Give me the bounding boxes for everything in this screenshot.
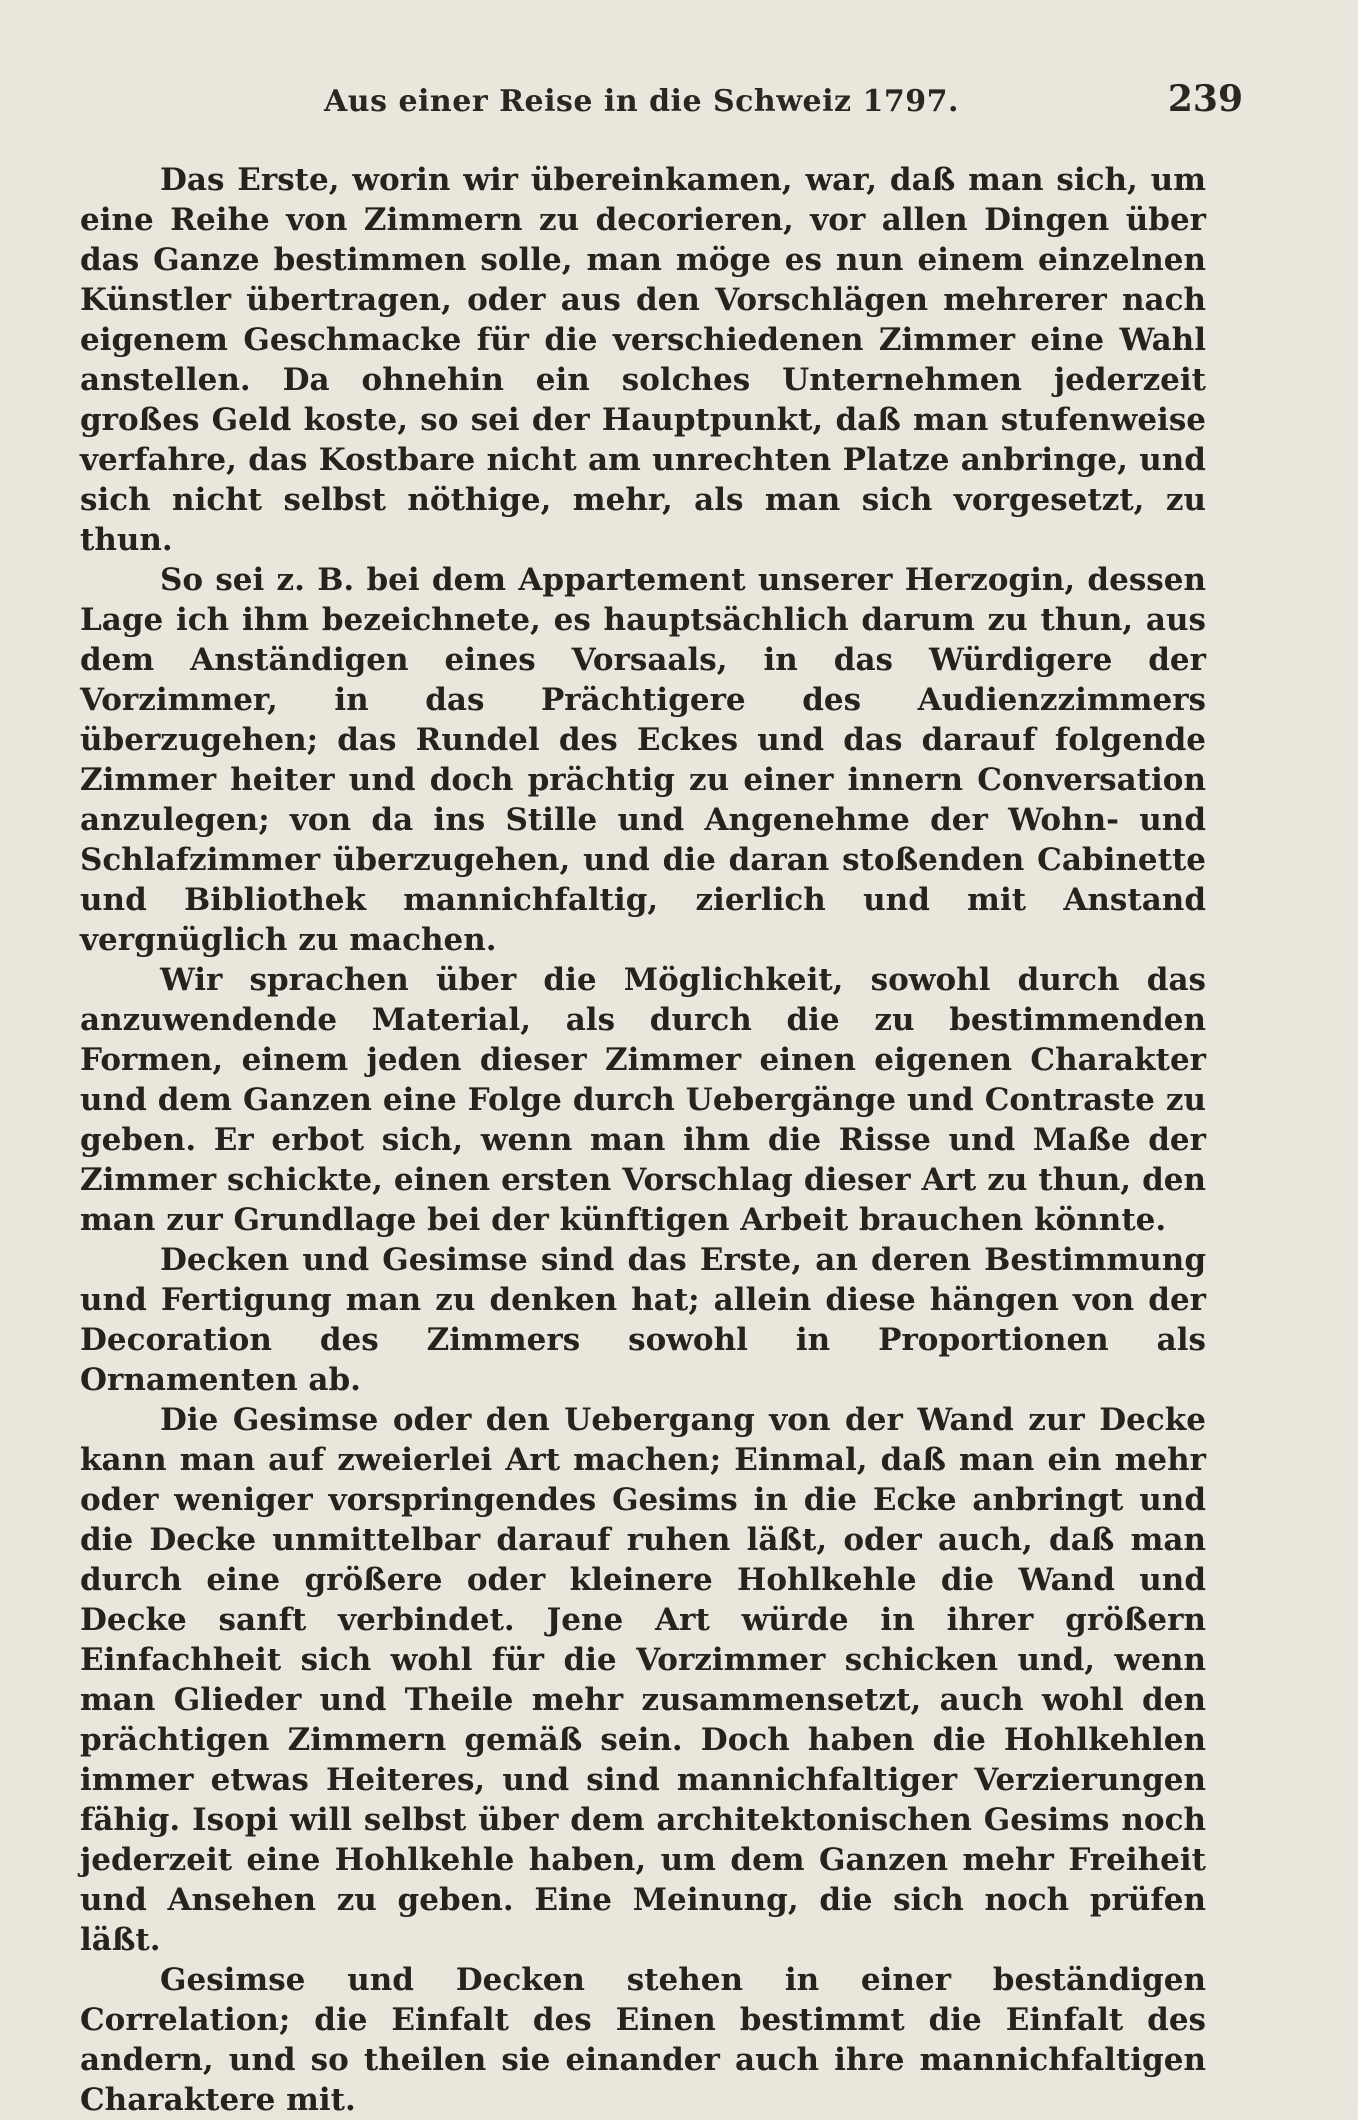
page-number: 239: [1167, 78, 1243, 120]
running-title: Aus einer Reise in die Schweiz 1797.: [324, 84, 959, 119]
paragraph: So sei z. B. bei dem Appartement unserer Herzogin, dessen Lage ich ihm bezeichnete, es hauptsächlich darum zu thun, aus dem Anständigen eines Vorsaals, in das Würdigere der Vorzimmer, in das Prächtigere des Audienzzimmers überzugehen; das Rundel des Eckes und das darauf folgende Zimmer heiter und doch prächtig zu einer innern Conversation anzulegen; von da ins Stille und Angenehme der Wohn- und Schlafzimmer überzugehen, und die daran stoßenden Cabinette und Bibliothek mannichfaltig, zierlich und mit Anstand vergnüglich zu machen.: [80, 562, 1206, 958]
paragraph: Wir sprachen über die Möglichkeit, sowohl durch das anzuwendende Material, als durch die zu bestimmenden Formen, einem jeden dieser Zimmer einen eigenen Charakter und dem Ganzen eine Folge durch Uebergänge und Contraste zu geben. Er erbot sich, wenn man ihm die Risse und Maße der Zimmer schickte, einen ersten Vorschlag dieser Art zu thun, den man zur Grundlage bei der künftigen Arbeit brauchen könnte.: [80, 962, 1206, 1238]
paragraph: Die Gesimse oder den Uebergang von der Wand zur Decke kann man auf zweierlei Art machen; Einmal, daß man ein mehr oder weniger vorspringendes Gesims in die Ecke anbringt und die Decke unmittelbar darauf ruhen läßt, oder auch, daß man durch eine größere oder kleinere Hohlkehle die Wand und Decke sanft verbindet. Jene Art würde in ihrer größern Einfachheit sich wohl für die Vorzimmer schicken und, wenn man Glieder und Theile mehr zusammensetzt, auch wohl den prächtigen Zimmern gemäß sein. Doch haben die Hohlkehlen immer etwas Heiteres, und sind mannichfaltiger Verzierungen fähig. Isopi will selbst über dem architektonischen Gesims noch jederzeit eine Hohlkehle haben, um dem Ganzen mehr Freiheit und Ansehen zu geben. Eine Meinung, die sich noch prüfen läßt.: [80, 1402, 1206, 1958]
paragraph: Decken und Gesimse sind das Erste, an deren Bestimmung und Fertigung man zu denken hat; allein diese hängen von der Decoration des Zimmers sowohl in Proportionen als Ornamenten ab.: [80, 1242, 1206, 1398]
paragraph: Das Erste, worin wir übereinkamen, war, daß man sich, um eine Reihe von Zimmern zu decorieren, vor allen Dingen über das Ganze bestimmen solle, man möge es nun einem einzelnen Künstler übertragen, oder aus den Vorschlägen mehrerer nach eigenem Geschmacke für die verschiedenen Zimmer eine Wahl anstellen. Da ohnehin ein solches Unternehmen jederzeit großes Geld koste, so sei der Hauptpunkt, daß man stufenweise verfahre, das Kostbare nicht am unrechten Platze anbringe, und sich nicht selbst nöthige, mehr, als man sich vorgesetzt, zu thun.: [80, 162, 1206, 558]
body-text: [80, 160, 1206, 2120]
paragraph: Gesimse und Decken stehen in einer beständigen Correlation; die Einfalt des Einen bestimmt die Einfalt des andern, und so theilen sie einander auch ihre mannichfaltigen Charaktere mit.: [80, 1962, 1206, 2118]
page-header: [80, 78, 1243, 128]
